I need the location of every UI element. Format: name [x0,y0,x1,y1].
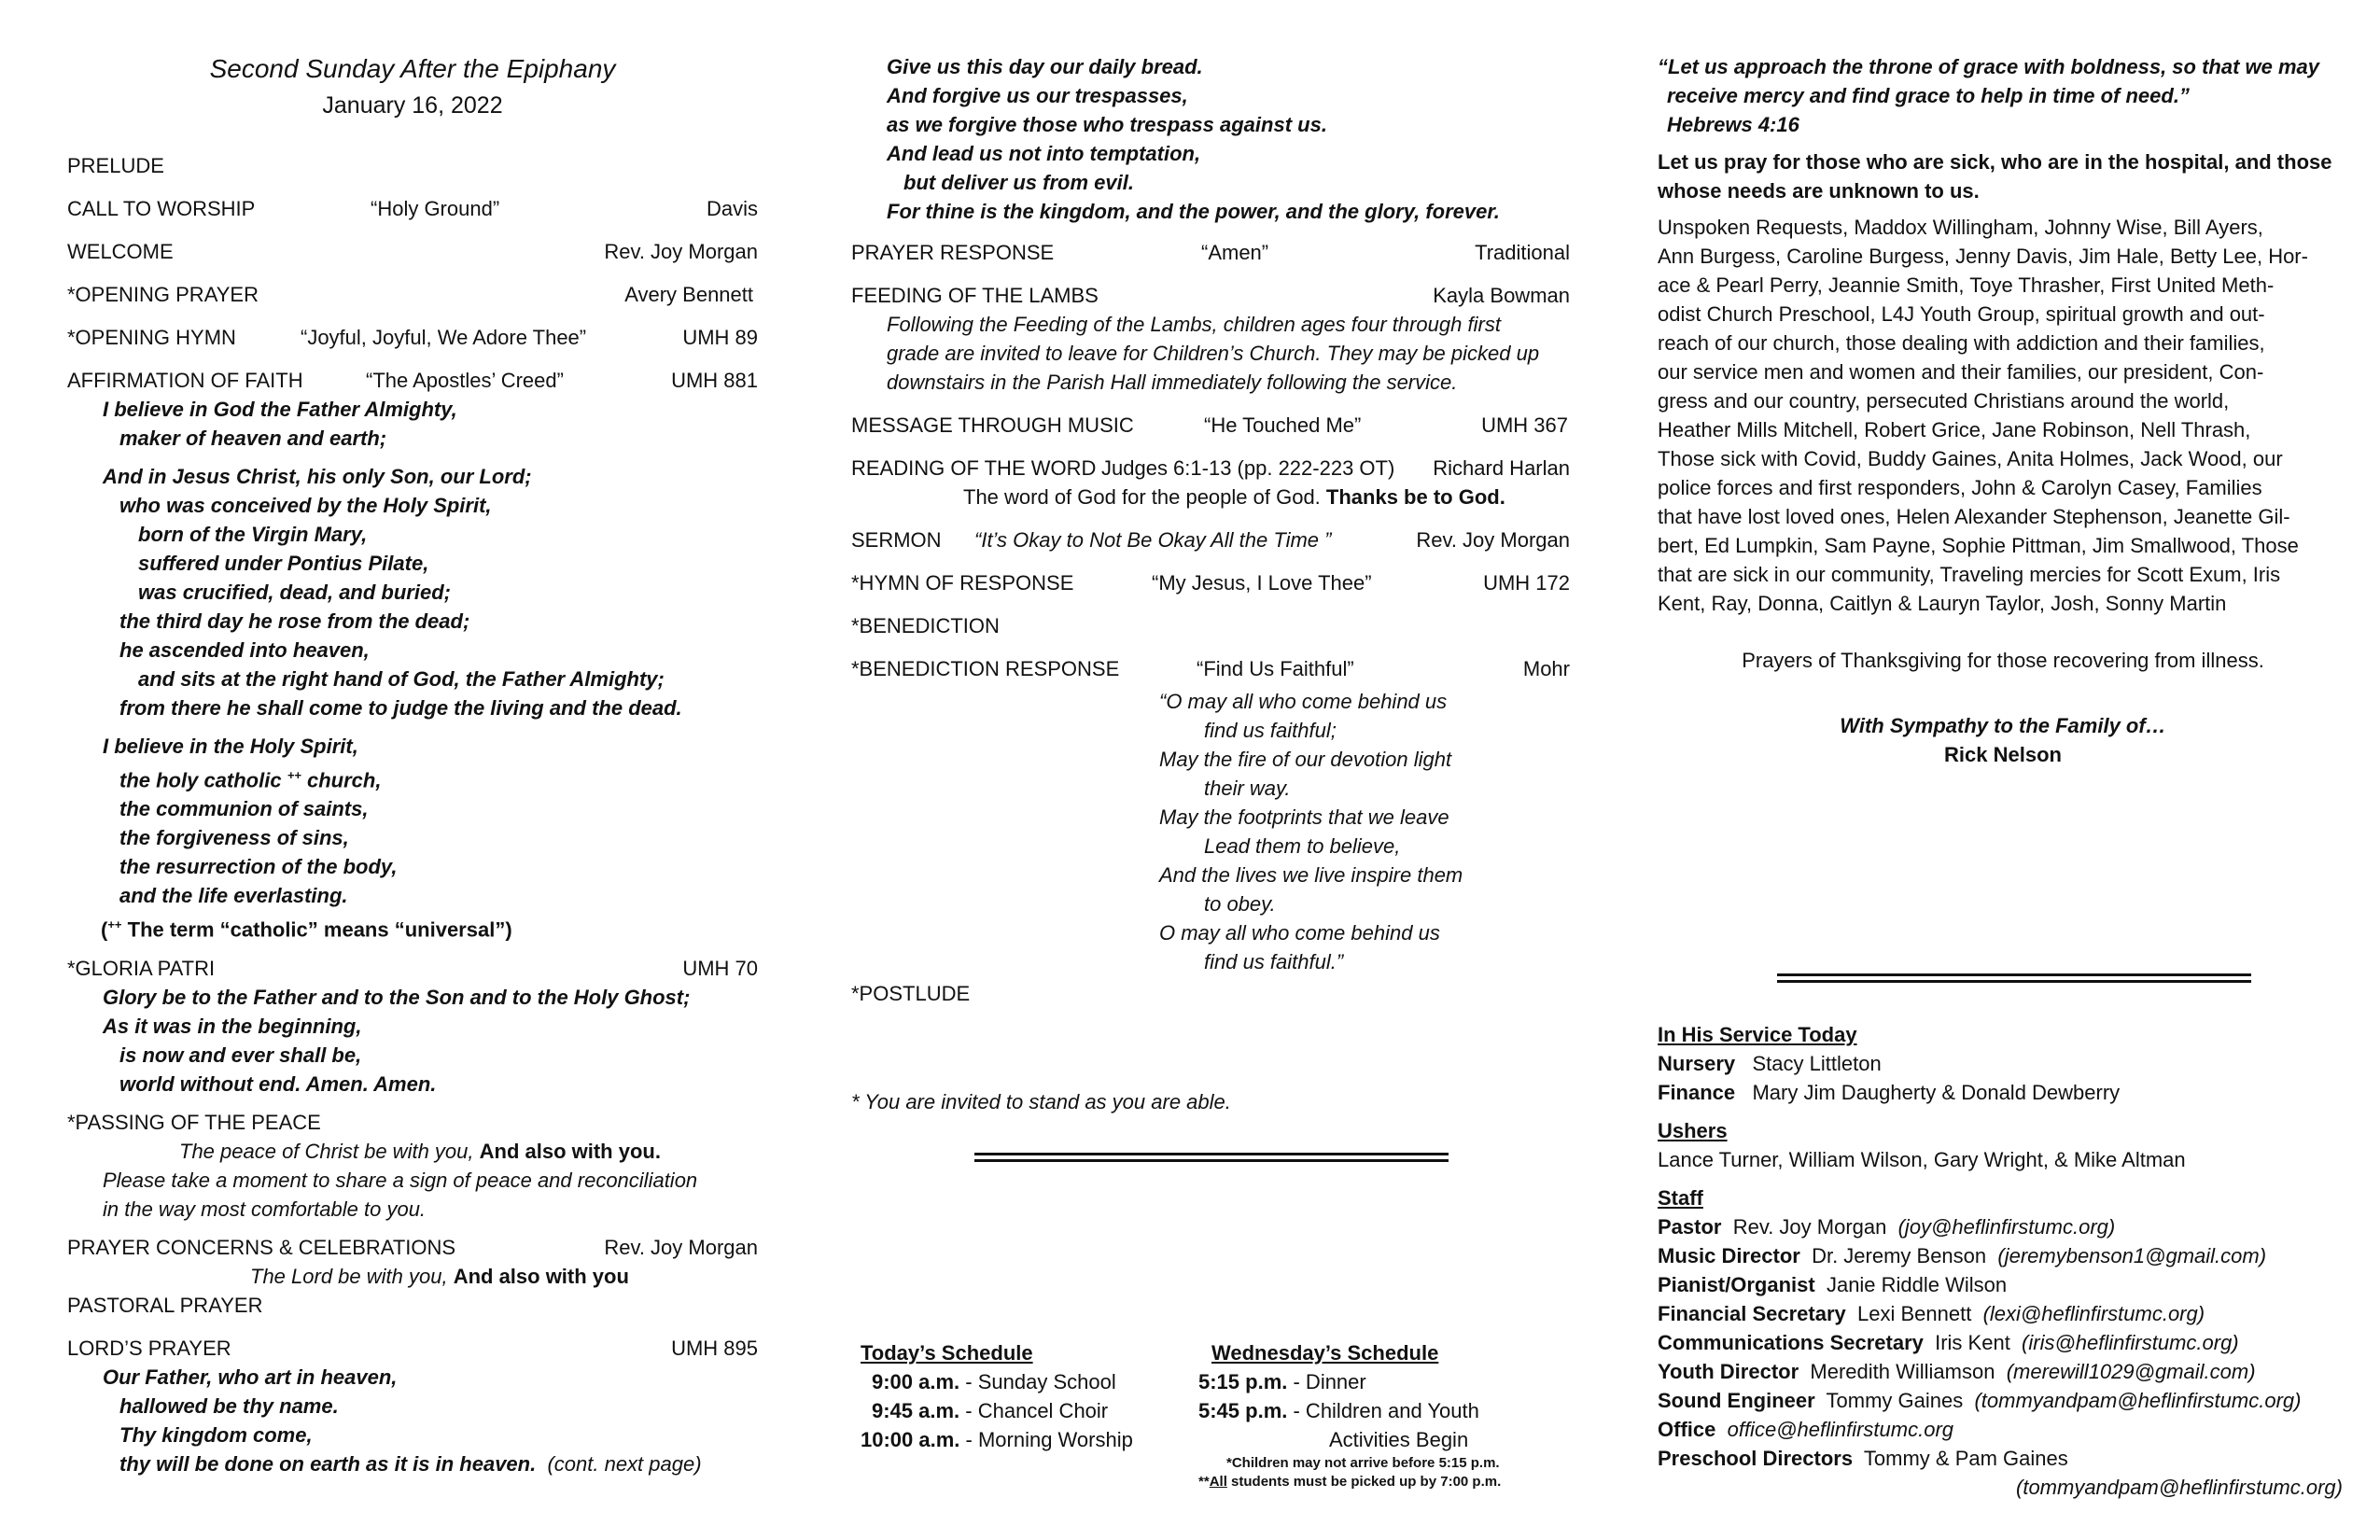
staff-row: Pianist/Organist Janie Riddle Wilson [1658,1273,2008,1296]
lords-prayer-row: LORD’S PRAYER UMH 895 [67,1336,758,1360]
affirmation-row: AFFIRMATION OF FAITH “The Apostles’ Creed” UMH 881 [67,369,758,392]
sympathy-heading: With Sympathy to the Family of… [1840,714,2166,737]
staff-row: Pastor Rev. Joy Morgan (joy@heflinfirstumc.org) [1658,1215,2116,1239]
creed-text: I believe in God the Father Almighty, maker of heaven and earth; And in Jesus Christ, his only Son, our Lord; who was conceived by the Holy Spirit, born of the Virgin Mary, suffered under Pontius Pilate, was crucified, dead, and buried; the third day he rose from the dead; he ascended into heaven, and sits at the right hand of God, the Father Almighty; from there he shall come to judge the living and the dead. I believe in the Holy Spirit, the holy catholic ++ church, the communion of saints, the forgiveness of sins, the resurrection of the body, and the life everlasting. [103,398,682,908]
wednesday-schedule: Wednesday’s Schedule 5:15 p.m. - Dinner 5:45 p.m. - Children and Youth Activities Begin *Children may not arrive before 5:15 p.m. **All students must be picked up by 7:00 p.m. [1198,1338,1572,1491]
page-title: Second Sunday After the Epiphany [209,54,616,83]
ushers-heading: Ushers [1658,1119,1728,1142]
call-to-worship-row: CALL TO WORSHIP “Holy Ground” Davis [67,197,758,220]
reading-row: READING OF THE WORD Judges 6:1-13 (pp. 222-223 OT) Richard Harlan [851,456,1570,480]
concerns-response: The Lord be with you, And also with you [250,1264,629,1288]
catholic-note: (++ The term “catholic” means “universal”) [101,917,512,942]
reading-response: The word of God for the people of God. Thanks be to God. [963,485,1505,509]
schedule-item: 9:00 a.m. - Sunday School [872,1370,1116,1393]
scripture-quote: “Let us approach the throne of grace with boldness, so that we may receive mercy and find grace to help in time of need.” Hebrews 4:16 [1658,55,2320,136]
staff-row: Preschool Directors Tommy & Pam Gaines [1658,1447,2068,1470]
divider [974,1153,1449,1162]
staff-row: Youth Director Meredith Williamson (merewill1029@gmail.com) [1658,1360,2256,1383]
schedule-item: 5:45 p.m. - Children and Youth [1198,1399,1479,1422]
staff-row: Office office@heflinfirstumc.org [1658,1418,1954,1441]
postlude-row: *POSTLUDE [851,982,971,1005]
feeding-lambs-note: Following the Feeding of the Lambs, children ages four through first grade are invited to leave for Children’s Church. They may be picked up downstairs in the Parish Hall immediately following the service. [887,313,1540,394]
feeding-lambs-row: FEEDING OF THE LAMBS Kayla Bowman [851,284,1570,307]
peace-row: *PASSING OF THE PEACE [67,1110,321,1134]
sympathy-name: Rick Nelson [1944,743,2062,766]
staff-row: Sound Engineer Tommy Gaines (tommyandpam@heflinfirstumc.org) [1658,1389,2302,1412]
staff-row: Communications Secretary Iris Kent (iris@heflinfirstumc.org) [1658,1331,2239,1354]
schedule-item: 10:00 a.m. - Morning Worship [861,1428,1133,1451]
gloria-text: Glory be to the Father and to the Son and to the Holy Ghost; As it was in the beginning, is now and ever shall be, world without end. Amen. Amen. [103,985,691,1096]
divider [1777,973,2251,983]
message-music-row: MESSAGE THROUGH MUSIC “He Touched Me” UMH 367 [851,413,1568,437]
prayer-list: Unspoken Requests, Maddox Willingham, Johnny Wise, Bill Ayers, Ann Burgess, Caroline Burgess, Jenny Davis, Jim Hale, Betty Lee, Hor- ace & Pearl Perry, Jeannie Smith, Toye Thrasher, First United Meth- odist Church Preschool, L4J Youth Group, spiritual growth and out- reach of our church, those dealing with addiction and their families, our service men and women and their families, our president, Con- gress and our country, persecuted Christians around the world, Heather Mills Mitchell, Robert Grice, Jane Robinson, Nell Thrash, Those sick with Covid, Buddy Gaines, Anita Holmes, Jack Wood, our police forces and first responders, John & Carolyn Casey, Families that have lost loved ones, Helen Alexander Stephenson, Jeanette Gil- bert, Ed Lumpkin, Sam Payne, Sophie Pittman, Jim Smallwood, Those that are sick in our community, Traveling mercies for Scott Exum, Iris Kent, Ray, Donna, Caitlyn & Lauryn Taylor, Josh, Sonny Martin [1658,216,2308,615]
staff-row: Financial Secretary Lexi Bennett (lexi@heflinfirstumc.org) [1658,1302,2205,1325]
schedule-item: 5:15 p.m. - Dinner [1198,1370,1366,1393]
benediction-row: *BENEDICTION [851,614,1000,637]
prayer-response-row: PRAYER RESPONSE “Amen” Traditional [851,241,1570,264]
prayer-heading: Let us pray for those who are sick, who are in the hospital, and those whose needs are unknown to us. [1658,150,2332,203]
lords-prayer-text: Our Father, who art in heaven, hallowed be thy name. Thy kingdom come, thy will be done on earth as it is in heaven. (cont. next page) [103,1365,702,1476]
service-date: January 16, 2022 [322,92,503,119]
pastoral-prayer-row: PASTORAL PRAYER [67,1293,263,1317]
peace-response: The peace of Christ be with you, And also with you. [179,1139,661,1163]
preschool-email: (tommyandpam@heflinfirstumc.org) [2016,1476,2343,1499]
staff-row: Music Director Dr. Jeremy Benson (jeremybenson1@gmail.com) [1658,1244,2267,1267]
welcome-row: WELCOME Rev. Joy Morgan [67,240,758,263]
service-and-staff: In His Service Today Nursery Stacy Littleton Finance Mary Jim Daugherty & Donald Dewberry Ushers Lance Turner, William Wilson, Gary Wright, & Mike Altman Staff Pastor Rev. Joy Morgan (joy@heflinfirstumc.org) Music Director Dr. Jeremy Benson (jeremybenson1@gmail.com) Pianist/Organist Janie Riddle Wilson Financial Secretary Lexi Bennett (lexi@heflinfirstumc.org) Communications Secretary Iris Kent (iris@heflinfirstumc.org) Youth Director Meredith Williamson (merewill1029@gmail.com) Sound Engineer Tommy Gaines (tommyandpam@heflinfirstumc.org) Office office@heflinfirstumc.org Preschool Directors Tommy & Pam Gaines (tommyandpam@heflinfirstumc.org) [1658,1020,2348,1502]
benediction-response-row: *BENEDICTION RESPONSE “Find Us Faithful” Mohr [851,657,1570,680]
todays-schedule: Today’s Schedule 9:00 a.m. - Sunday School 9:45 a.m. - Chancel Choir 10:00 a.m. - Morning Worship [861,1338,1197,1454]
hymn-response-row: *HYMN OF RESPONSE “My Jesus, I Love Thee” UMH 172 [851,571,1570,595]
service-heading: In His Service Today [1658,1023,1857,1046]
opening-prayer-row: *OPENING PRAYER Avery Bennett [67,283,753,306]
stand-note: * You are invited to stand as you are able. [851,1090,1231,1113]
prayer-concerns-row: PRAYER CONCERNS & CELEBRATIONS Rev. Joy Morgan [67,1235,758,1259]
prelude-row: PRELUDE [67,154,164,177]
schedule-item: 9:45 a.m. - Chancel Choir [872,1399,1109,1422]
gloria-row: *GLORIA PATRI UMH 70 [67,956,758,980]
lords-prayer-continued: Give us this day our daily bread. And forgive us our trespasses, as we forgive those who trespass against us. And lead us not into temptation, but deliver us from evil. For thine is the kingdom, and the power, and the glory, forever. [887,55,1500,223]
opening-hymn-row: *OPENING HYMN “Joyful, Joyful, We Adore Thee” UMH 89 [67,326,758,349]
thanksgiving-note: Prayers of Thanksgiving for those recovering from illness. [1742,649,2264,672]
staff-heading: Staff [1658,1186,1703,1210]
sermon-row: SERMON “It’s Okay to Not Be Okay All the Time ” Rev. Joy Morgan [851,528,1570,552]
find-us-faithful-lyrics: “O may all who come behind us find us faithful; May the fire of our devotion light their way. May the footprints that we leave Lead them to believe, And the lives we live inspire them to obey. O may all who come behind us find us faithful.” [1159,690,1463,973]
